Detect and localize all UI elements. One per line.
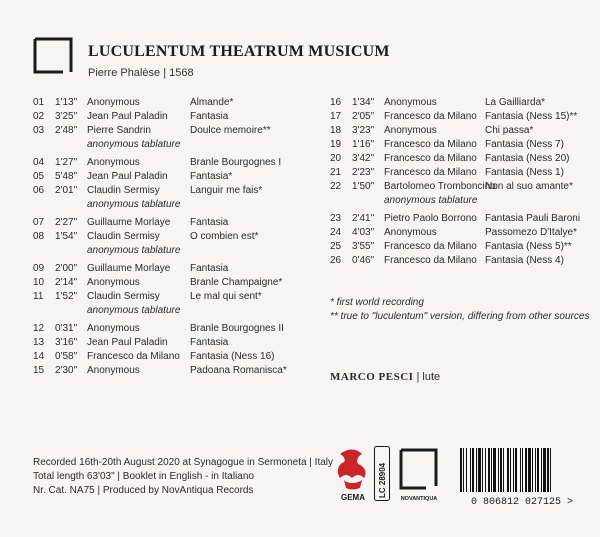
track-duration: 3'16" [55, 337, 78, 348]
track-composer: Claudin Sermisy [87, 291, 160, 302]
track-number: 16 [330, 97, 342, 108]
track-row [33, 170, 323, 184]
track-number: 15 [33, 365, 45, 376]
track-number: 12 [33, 323, 45, 334]
track-number: 02 [33, 111, 45, 122]
track-number: 07 [33, 217, 45, 228]
barcode-bar [470, 448, 471, 492]
track-title: Fantasia [190, 337, 229, 348]
track-title: Fantasia* [190, 171, 233, 182]
track-title: Fantasia [190, 217, 229, 228]
track-duration: 5'48" [55, 171, 78, 182]
track-duration: 2'48" [55, 125, 78, 136]
lc-code-logo [374, 446, 390, 501]
track-row [33, 276, 323, 290]
track-row [33, 336, 323, 350]
barcode-bar [520, 448, 521, 492]
barcode-bar [503, 448, 504, 492]
barcode-bar [525, 448, 527, 492]
barcode-bar [510, 448, 511, 492]
track-number: 10 [33, 277, 45, 288]
track-number: 05 [33, 171, 45, 182]
track-row [33, 350, 323, 364]
track-composer: Jean Paul Paladin [87, 337, 168, 348]
track-duration: 2'05" [352, 111, 375, 122]
track-title: Fantasia (Ness 16) [190, 351, 275, 362]
track-note [330, 194, 590, 208]
track-duration: 1'54" [55, 231, 78, 242]
tracklist-left [33, 96, 323, 378]
track-row [330, 124, 590, 138]
track-number: 20 [330, 153, 342, 164]
credits-line-1: Recorded 16th-20th August 2020 at Synagogue in Sermoneta | Italy [33, 457, 334, 468]
track-number: 18 [330, 125, 342, 136]
track-row [33, 262, 323, 276]
track-duration: 1'50" [352, 181, 375, 192]
track-number: 21 [330, 167, 342, 178]
track-duration: 0'46" [352, 255, 375, 266]
tracklist-right [330, 96, 590, 268]
track-number: 17 [330, 111, 342, 122]
track-composer: Anonymous [384, 125, 437, 136]
barcode-bar [493, 448, 496, 492]
track-row [33, 216, 323, 230]
barcode-bar [476, 448, 477, 492]
performer [330, 371, 440, 383]
label-logo-icon [33, 37, 73, 74]
track-duration: 2'14" [55, 277, 78, 288]
track-number: 23 [330, 213, 342, 224]
track-row [330, 96, 590, 110]
track-title: Passomezo D'Italye* [485, 227, 577, 238]
track-row [33, 364, 323, 378]
track-note-text: anonymous tablature [87, 305, 181, 316]
track-composer: Anonymous [87, 365, 140, 376]
track-title: Fantasia (Ness 15)** [485, 111, 578, 122]
track-row [330, 240, 590, 254]
gema-logo [334, 444, 372, 504]
barcode-bar [537, 448, 539, 492]
track-composer: Anonymous [87, 97, 140, 108]
barcode-bar [466, 448, 467, 492]
track-composer: Claudin Sermisy [87, 231, 160, 242]
track-title: Branle Champaigne* [190, 277, 283, 288]
track-title: Fantasia (Ness 7) [485, 139, 564, 150]
track-row [33, 184, 323, 198]
barcode-bar [460, 448, 462, 492]
track-composer: Francesco da Milano [384, 167, 477, 178]
track-composer: Francesco da Milano [87, 351, 180, 362]
track-title: Languir me fais* [190, 185, 263, 196]
track-row [330, 138, 590, 152]
barcode-bar [528, 448, 531, 492]
track-note-text: anonymous tablature [384, 195, 478, 206]
track-number: 25 [330, 241, 342, 252]
barcode-bar [541, 448, 542, 492]
track-row [330, 152, 590, 166]
barcode [450, 446, 595, 506]
track-duration: 1'27" [55, 157, 78, 168]
track-note [33, 198, 323, 212]
track-title: Branle Bourgognes II [190, 323, 284, 334]
barcode-bar [478, 448, 481, 492]
track-row [33, 96, 323, 110]
gema-text: GEMA [341, 493, 365, 502]
track-number: 01 [33, 97, 45, 108]
barcode-bar [463, 448, 464, 492]
barcode-bar [485, 448, 486, 492]
track-row [330, 166, 590, 180]
track-composer: Claudin Sermisy [87, 185, 160, 196]
track-number: 24 [330, 227, 342, 238]
barcode-bar [550, 448, 551, 492]
track-row [33, 230, 323, 244]
track-title: Fantasia Pauli Baroni [485, 213, 581, 224]
track-composer: Jean Paul Paladin [87, 111, 168, 122]
track-duration: 2'23" [352, 167, 375, 178]
track-note-text: anonymous tablature [87, 199, 181, 210]
track-title: Le mal qui sent* [190, 291, 262, 302]
track-row [33, 290, 323, 304]
track-number: 22 [330, 181, 342, 192]
track-number: 03 [33, 125, 45, 136]
track-duration: 1'16" [352, 139, 375, 150]
track-title: Almande* [190, 97, 234, 108]
track-title: La Gailliarda* [485, 97, 546, 108]
track-title: Doulce memoire** [190, 125, 271, 136]
track-title: O combien est* [190, 231, 259, 242]
footnote-second: ** true to "luculentum" version, differing from other sources [330, 311, 590, 322]
track-composer: Guillaume Morlaye [87, 217, 171, 228]
track-composer: Pierre Sandrin [87, 125, 151, 136]
track-composer: Anonymous [87, 157, 140, 168]
track-duration: 2'30" [55, 365, 78, 376]
barcode-bar [500, 448, 502, 492]
track-composer: Guillaume Morlaye [87, 263, 171, 274]
barcode-bar [515, 448, 517, 492]
track-composer: Francesco da Milano [384, 139, 477, 150]
novantiqua-text: NOVANTIQUA [400, 496, 438, 502]
barcode-bar [547, 448, 549, 492]
footnote-first: * first world recording [330, 297, 424, 308]
track-duration: 2'01" [55, 185, 78, 196]
track-note [33, 138, 323, 152]
track-composer: Francesco da Milano [384, 255, 477, 266]
track-duration: 1'34" [352, 97, 375, 108]
track-title: Fantasia [190, 263, 229, 274]
lc-code-text: LC 28904 [378, 462, 387, 498]
track-number: 26 [330, 255, 342, 266]
track-number: 06 [33, 185, 45, 196]
barcode-bar [522, 448, 523, 492]
footnotes [330, 296, 589, 324]
album-subtitle: Pierre Phalèse | 1568 [88, 67, 194, 79]
track-title: Fantasia (Ness 1) [485, 167, 564, 178]
track-duration: 0'31" [55, 323, 78, 334]
track-duration: 3'55" [352, 241, 375, 252]
track-duration: 4'03" [352, 227, 375, 238]
track-number: 08 [33, 231, 45, 242]
track-title: Chi passa* [485, 125, 534, 136]
track-duration: 2'00" [55, 263, 78, 274]
track-duration: 0'58" [55, 351, 78, 362]
barcode-bar [498, 448, 499, 492]
track-row [33, 124, 323, 138]
track-title: Fantasia (Ness 4) [485, 255, 564, 266]
track-composer: Pietro Paolo Borrono [384, 213, 477, 224]
track-composer: Francesco da Milano [384, 153, 477, 164]
track-number: 11 [33, 291, 44, 302]
credits-line-3: Nr. Cat. NA75 | Produced by NovAntiqua Records [33, 485, 254, 496]
track-row [33, 322, 323, 336]
track-duration: 1'13" [55, 97, 78, 108]
track-note-text: anonymous tablature [87, 139, 181, 150]
track-composer: Anonymous [87, 277, 140, 288]
track-title: Branle Bourgognes I [190, 157, 282, 168]
track-title: Non al suo amante* [485, 181, 573, 192]
track-row [330, 212, 590, 226]
barcode-bar [513, 448, 514, 492]
track-row [330, 254, 590, 268]
track-number: 14 [33, 351, 45, 362]
track-title: Padoana Romanisca* [190, 365, 287, 376]
track-number: 13 [33, 337, 45, 348]
track-duration: 3'25" [55, 111, 78, 122]
barcode-bar [535, 448, 536, 492]
track-composer: Anonymous [87, 323, 140, 334]
track-composer: Francesco da Milano [384, 241, 477, 252]
album-title: LUCULENTUM THEATRUM MUSICUM [88, 43, 390, 60]
track-composer: Bartolomeo Tromboncino [384, 181, 496, 192]
barcode-bar [491, 448, 492, 492]
track-row [33, 156, 323, 170]
barcode-bar [532, 448, 533, 492]
barcode-bar [543, 448, 546, 492]
novantiqua-logo [398, 446, 440, 504]
track-composer: Jean Paul Paladin [87, 171, 168, 182]
track-note-text: anonymous tablature [87, 245, 181, 256]
track-row [330, 180, 590, 194]
track-number: 09 [33, 263, 45, 274]
track-duration: 3'23" [352, 125, 375, 136]
barcode-bar [472, 448, 474, 492]
performer-role: | lute [416, 371, 441, 383]
barcode-bar [507, 448, 509, 492]
track-duration: 2'41" [352, 213, 375, 224]
track-title: Fantasia [190, 111, 229, 122]
barcode-bar [488, 448, 490, 492]
barcode-digits: 0 806812 027125 > [470, 497, 574, 506]
barcode-bar [482, 448, 483, 492]
track-row [330, 110, 590, 124]
track-title: Fantasia (Ness 20) [485, 153, 570, 164]
track-number: 04 [33, 157, 45, 168]
track-duration: 2'27" [55, 217, 78, 228]
credits-line-2: Total length 63'03" | Booklet in English - in Italiano [33, 471, 254, 482]
performer-name: MARCO PESCI [330, 371, 414, 383]
track-note [33, 304, 323, 318]
track-composer: Anonymous [384, 97, 437, 108]
track-composer: Anonymous [384, 227, 437, 238]
track-duration: 1'52" [55, 291, 78, 302]
track-duration: 3'42" [352, 153, 375, 164]
track-row [330, 226, 590, 240]
track-composer: Francesco da Milano [384, 111, 477, 122]
track-number: 19 [330, 139, 342, 150]
credits [33, 456, 333, 498]
track-note [33, 244, 323, 258]
track-title: Fantasia (Ness 5)** [485, 241, 572, 252]
track-row [33, 110, 323, 124]
